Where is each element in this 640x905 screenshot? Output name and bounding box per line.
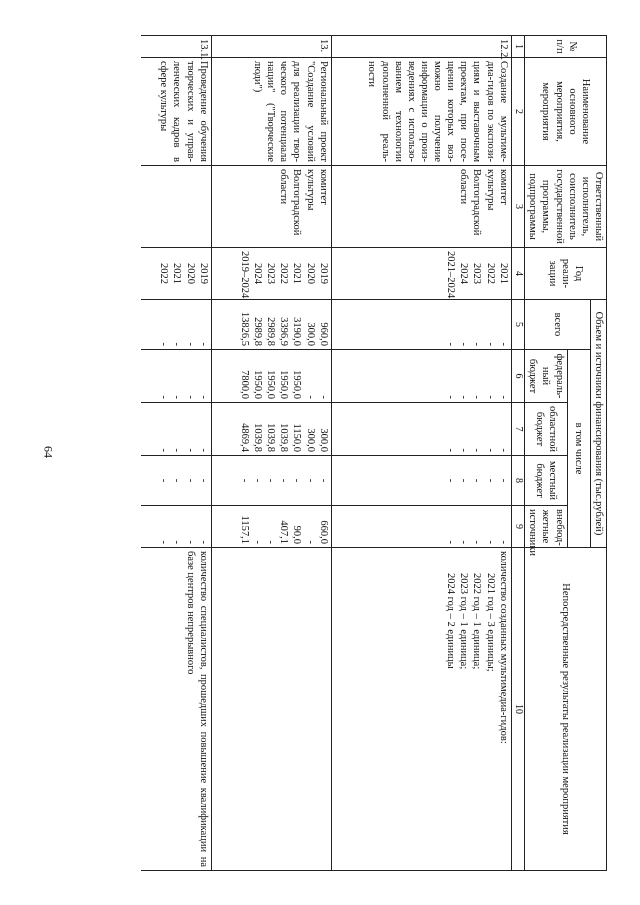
value-cell: - [171, 395, 183, 399]
value-cell: - [171, 342, 183, 346]
value-cell: - [458, 540, 470, 544]
extra-amounts [331, 506, 511, 548]
program-table [141, 35, 607, 871]
value-cell: - [184, 540, 196, 544]
value-cell: 13826,5 [239, 311, 250, 346]
extra-amounts [141, 506, 211, 548]
value-cell: 960,0 [317, 322, 329, 346]
value-cell: - [158, 342, 170, 346]
value-cell: 2022 [158, 263, 170, 284]
value-cell: 2019–2024 [239, 251, 250, 299]
value-cell: 300,0 [304, 322, 316, 346]
value-cell: 2019 [317, 263, 329, 284]
value-cell: 3396,9 [278, 317, 290, 346]
value-cell: - [197, 448, 209, 452]
total-amounts [211, 300, 331, 350]
col-number: 6 [511, 350, 525, 403]
value-cell: - [497, 478, 509, 483]
table-header [511, 36, 606, 871]
value-cell: 2023 [471, 263, 483, 284]
value-cell: - [471, 540, 483, 544]
header-federal: федераль-ный бюджет [525, 350, 567, 403]
column-number-row [511, 36, 525, 871]
row-number: 13.1. [141, 36, 211, 58]
page-number: 64 [41, 446, 56, 458]
value-cell: 1039,8 [278, 423, 290, 452]
value-cell: - [184, 448, 196, 452]
result-line: 2022 год – 1 единица; [471, 573, 483, 670]
value-cell: - [184, 395, 196, 399]
value-cell: - [184, 478, 196, 483]
federal-amounts [331, 350, 511, 403]
extra-amounts [211, 506, 331, 548]
event-name: Региональный проект "Создание условий для реализации твор-ческого потенциала нации" ("Творческие люди") [211, 58, 331, 166]
value-cell: 1157,1 [239, 515, 250, 544]
value-cell: - [197, 540, 209, 544]
value-cell: - [304, 395, 316, 399]
value-cell: - [197, 395, 209, 399]
header-in-total: в том числе [567, 350, 590, 548]
value-cell: - [497, 342, 509, 346]
value-cell: - [317, 478, 329, 483]
value-cell: 2989,8 [265, 317, 277, 346]
value-cell: - [484, 395, 496, 399]
year-list [211, 248, 331, 300]
value-cell: - [471, 342, 483, 346]
local-amounts [331, 456, 511, 506]
value-cell: 1950,0 [291, 370, 303, 399]
value-cell: - [158, 478, 170, 483]
header-extra: внебюд-жетные источники [525, 506, 567, 548]
year-list [331, 248, 511, 300]
local-amounts [211, 456, 331, 506]
result-line: 2023 год – 1 единица; [458, 573, 470, 670]
value-cell: - [471, 478, 483, 483]
executor [141, 166, 211, 248]
value-cell: 300,0 [317, 428, 329, 452]
value-cell: 300,0 [304, 428, 316, 452]
col-number: 7 [511, 403, 525, 456]
value-cell: 2021–2024 [445, 251, 457, 299]
executor: комитет культуры Волгоградской области [331, 166, 511, 248]
value-cell: 1950,0 [278, 370, 290, 399]
total-amounts [331, 300, 511, 350]
value-cell: - [484, 540, 496, 544]
value-cell: - [471, 448, 483, 452]
value-cell: - [445, 478, 457, 483]
header-regional: областной бюджет [525, 403, 567, 456]
col-number: 2 [511, 58, 525, 166]
value-cell: - [497, 395, 509, 399]
value-cell: - [484, 342, 496, 346]
value-cell: - [317, 395, 329, 399]
row-number: 12.2. [331, 36, 511, 58]
value-cell: 2022 [278, 263, 290, 284]
header-local: местный бюджет [525, 456, 567, 506]
value-cell: - [158, 540, 170, 544]
value-cell: 1039,8 [265, 423, 277, 452]
value-cell: 2020 [304, 263, 316, 284]
value-cell: - [184, 342, 196, 346]
local-amounts [141, 456, 211, 506]
value-cell: - [197, 478, 209, 483]
value-cell: - [291, 478, 303, 483]
total-amounts [141, 300, 211, 350]
result-line: 2021 год – 3 единицы; [484, 573, 496, 672]
results [331, 548, 511, 871]
value-cell: 4869,4 [239, 423, 250, 452]
result-line: 2024 год – 2 единицы [445, 573, 457, 669]
value-cell: - [265, 478, 277, 483]
value-cell: - [171, 448, 183, 452]
value-cell: - [252, 478, 264, 483]
col-number: 3 [511, 166, 525, 248]
federal-amounts [211, 350, 331, 403]
value-cell: - [158, 395, 170, 399]
header-results: Непосредственные результаты реализации мероприятия [525, 548, 607, 871]
value-cell: 2024 [252, 263, 264, 284]
value-cell: 660,0 [317, 520, 329, 544]
value-cell: - [484, 478, 496, 483]
row-number: 13. [211, 36, 331, 58]
col-number: 5 [511, 300, 525, 350]
value-cell: - [484, 448, 496, 452]
event-name: Создание мультиме-диа-гидов по экспози-циям и выставочным проектам, при посе-щении которых воз-можно получение информации о произ-ведениях с использо-ванием технологии дополненной реаль-ности [331, 58, 511, 166]
regional-amounts [141, 403, 211, 456]
value-cell: - [458, 342, 470, 346]
table-row [141, 36, 211, 871]
header-name: Наименование основного мероприятия, мероприятия [525, 58, 607, 166]
result-line: количество специалистов, прошедших повышение квалификации на базе центров непрерывного [184, 551, 209, 867]
value-cell: 2022 [484, 263, 496, 284]
results [141, 548, 211, 871]
value-cell: 1950,0 [265, 370, 277, 399]
col-number: 1 [511, 36, 525, 58]
value-cell: - [304, 478, 316, 483]
table-row [331, 36, 511, 871]
regional-amounts [331, 403, 511, 456]
value-cell: 2021 [171, 263, 183, 284]
federal-amounts [141, 350, 211, 403]
value-cell: - [278, 478, 290, 483]
table-body [141, 36, 511, 871]
value-cell: 3190,0 [291, 317, 303, 346]
results [211, 548, 331, 871]
value-cell: - [497, 540, 509, 544]
value-cell: - [458, 478, 470, 483]
header-num: № п/п [525, 36, 607, 58]
result-line: количество созданных мультимедиа-гидов: [497, 551, 509, 744]
col-number: 9 [511, 506, 525, 548]
value-cell: - [171, 478, 183, 483]
header-executor: Ответственный исполнитель, соисполнитель государственной программы, подпрограммы [525, 166, 607, 248]
event-name: Проведение обучения творческих и управ-ленческих кадров в сфере культуры [141, 58, 211, 166]
header-total: всего [525, 300, 591, 350]
value-cell: 90,0 [291, 525, 303, 544]
year-list [141, 248, 211, 300]
value-cell: 1150,0 [291, 423, 303, 452]
value-cell: 2023 [265, 263, 277, 284]
col-number: 8 [511, 456, 525, 506]
value-cell: - [171, 540, 183, 544]
header-year: Год реали-зации [525, 248, 607, 300]
value-cell: - [458, 395, 470, 399]
value-cell: - [265, 540, 277, 544]
regional-amounts [211, 403, 331, 456]
value-cell: - [445, 342, 457, 346]
value-cell: 2021 [497, 263, 509, 284]
value-cell: - [445, 448, 457, 452]
header-financing: Объем и источники финансирования (тыс.рублей) [590, 300, 606, 548]
table-row [211, 36, 331, 871]
value-cell: 2019 [197, 263, 209, 284]
value-cell: 2024 [458, 263, 470, 284]
executor: комитет культуры Волгоградской области [211, 166, 331, 248]
value-cell: 7800,0 [239, 370, 250, 399]
value-cell: - [458, 448, 470, 452]
value-cell: - [158, 448, 170, 452]
value-cell: - [497, 448, 509, 452]
value-cell: 2021 [291, 263, 303, 284]
value-cell: 1950,0 [252, 370, 264, 399]
value-cell: - [445, 395, 457, 399]
value-cell: 2989,8 [252, 317, 264, 346]
value-cell: - [471, 395, 483, 399]
value-cell: 1039,8 [252, 423, 264, 452]
value-cell: - [304, 540, 316, 544]
value-cell: 2020 [184, 263, 196, 284]
value-cell: - [197, 342, 209, 346]
value-cell: - [445, 540, 457, 544]
rotated-table-wrapper [87, 35, 607, 870]
col-number: 4 [511, 248, 525, 300]
value-cell: 407,1 [278, 520, 290, 544]
value-cell: - [252, 540, 264, 544]
value-cell: - [239, 478, 250, 483]
col-number: 10 [511, 548, 525, 871]
